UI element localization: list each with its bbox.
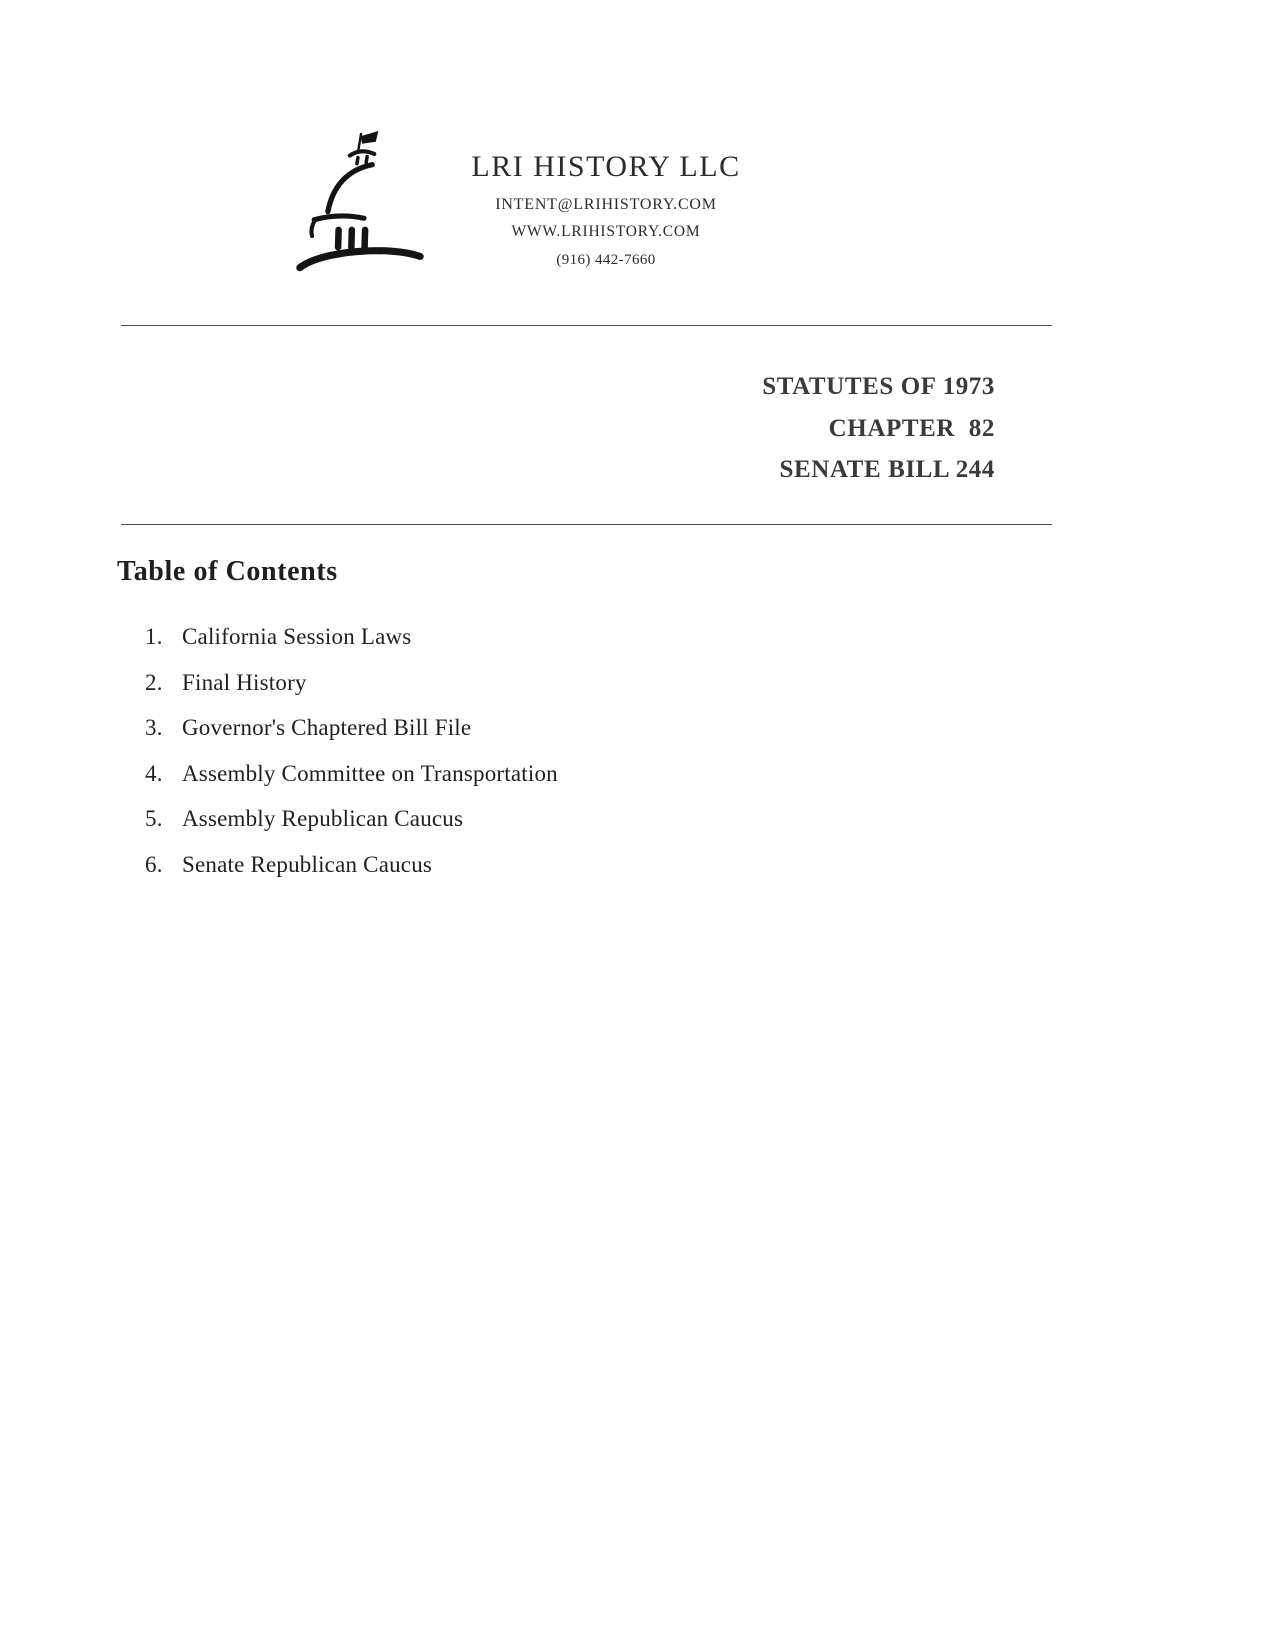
statute-title-block xyxy=(762,366,995,491)
toc-list xyxy=(145,624,1017,878)
horizontal-divider-bottom xyxy=(121,524,1052,525)
senate-bill-line: SENATE BILL 244 xyxy=(779,456,995,483)
logo-flag xyxy=(361,131,378,144)
toc-item-label: Assembly Republican Caucus xyxy=(182,806,464,831)
horizontal-divider-top xyxy=(121,325,1052,326)
company-website: WWW.LRIHISTORY.COM xyxy=(511,223,701,240)
toc-item xyxy=(145,715,1017,741)
document-header xyxy=(293,128,741,286)
toc-item-number: 3. xyxy=(145,715,163,740)
toc-item xyxy=(145,852,1017,878)
company-phone: (916) 442-7660 xyxy=(556,252,656,268)
statutes-year-line: STATUTES OF 1973 xyxy=(762,373,995,400)
company-contact-block xyxy=(471,150,741,269)
toc-item-number: 6. xyxy=(145,851,163,877)
toc-item-number: 1. xyxy=(145,624,163,649)
table-of-contents xyxy=(117,556,1017,897)
capitol-dome-logo-icon xyxy=(293,128,427,286)
toc-item-label: Final History xyxy=(182,669,307,695)
chapter-line: CHAPTER 82 xyxy=(828,414,995,442)
toc-item xyxy=(145,670,1017,696)
toc-item xyxy=(145,624,1017,650)
company-email: INTENT@LRIHISTORY.COM xyxy=(495,196,717,213)
toc-item-number: 4. xyxy=(145,760,163,786)
toc-item xyxy=(145,761,1017,787)
toc-item-number: 2. xyxy=(145,669,163,695)
toc-item xyxy=(145,806,1017,832)
toc-item-label: California Session Laws xyxy=(182,624,412,649)
toc-item-label: Governor's Chaptered Bill File xyxy=(182,715,472,740)
toc-item-label: Senate Republican Caucus xyxy=(182,851,433,877)
toc-item-number: 5. xyxy=(145,806,163,831)
toc-item-label: Assembly Committee on Transportation xyxy=(182,760,558,786)
company-name: LRI HISTORY LLC xyxy=(471,150,741,183)
toc-heading: Table of Contents xyxy=(117,556,338,587)
